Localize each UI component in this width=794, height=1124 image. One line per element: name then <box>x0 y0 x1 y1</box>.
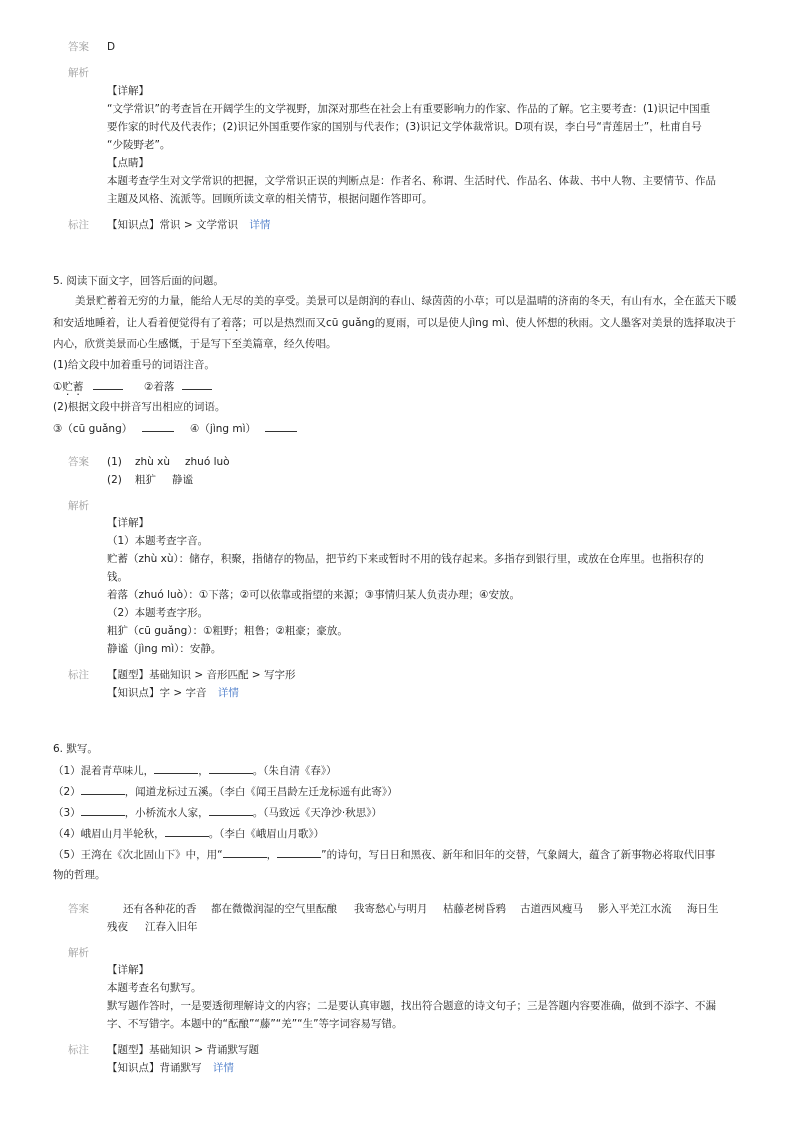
knowledge-tag-text: 【知识点】背诵默写 <box>107 1062 202 1074</box>
fill-line <box>190 421 297 436</box>
answer-blank[interactable] <box>223 847 267 858</box>
sub-question: (1)给文段中加着重号的词语注音。 <box>53 359 215 371</box>
passage-text: 着无穷的力量，能给人无尽的美的享受。美景可以是朗润的春山、绿茵茵的小草；可以是温晴的济南的冬天，有山有水，全在蓝天下暖 <box>117 295 737 307</box>
passage-text: ；可以是热烈而又cū guǎng的夏雨，可以是使人jìng mì、使人怀想的秋雨。文人墨客对美景的选择取决于 <box>242 317 736 329</box>
answer-value: 我寄愁心与明月 <box>354 903 428 915</box>
answer-blank[interactable] <box>209 763 253 774</box>
detail-line: 要作家的时代及代表作；(2)识记外国重要作家的国别与代表作；(3)识记文学体裁常识。D项有误，李白号“青莲居士”，杜甫自号 <box>107 121 702 133</box>
answer-value: 静谧 <box>172 474 193 486</box>
detail-line: 静谧（jìng mì）：安静。 <box>107 643 222 655</box>
detail-line: “少陵野老”。 <box>107 139 171 151</box>
question-title: 6. 默写。 <box>53 743 98 755</box>
emphasis-char: 着 <box>221 317 232 329</box>
answer-value: D <box>107 41 116 53</box>
detail-link[interactable]: 详情 <box>212 1062 234 1074</box>
passage-text: 和安适地睡着，让人看着便觉得有了 <box>53 317 221 329</box>
question-type-tag: 【题型】基础知识 > 背诵默写题 <box>107 1044 259 1056</box>
fill-text: 。（朱自清《春》） <box>252 765 337 777</box>
fill-text: 。（马致远《天净沙·秋思》） <box>252 807 383 819</box>
answer-value: 古道西风瘦马 <box>520 903 583 915</box>
tag-label: 标注 <box>68 669 89 681</box>
tag-label: 标注 <box>68 1044 89 1056</box>
answer-value: 江春入旧年 <box>145 921 198 933</box>
fill-text: （4）峨眉山月半轮秋， <box>53 828 165 840</box>
answer-value: 还有各种花的香 <box>123 903 197 915</box>
question-title: 5. 阅读下面文字，回答后面的问题。 <box>53 275 224 287</box>
comment-line: 本题考查学生对文学常识的把握，文学常识正误的判断点是：作者名、称谓、生活时代、作品名、体裁、书中人物、主要情节、作品 <box>107 175 716 187</box>
answer-value: 海日生 <box>687 903 719 915</box>
answer-label: 答案 <box>68 41 89 53</box>
emphasis-char: 贮 <box>96 295 107 307</box>
detail-line: 粗犷（cū guǎng）：①粗野；粗鲁；②粗豪；豪放。 <box>107 625 348 637</box>
detail-line: （2）本题考查字形。 <box>107 607 209 619</box>
answer-blank[interactable] <box>209 805 253 816</box>
detail-line: 本题考查名句默写。 <box>107 982 202 994</box>
fill-text: （5）王湾在《次北固山下》中，用“ <box>53 849 223 861</box>
detail-title: 【详解】 <box>107 517 149 529</box>
answer-blank[interactable] <box>165 826 209 837</box>
question-type-tag: 【题型】基础知识 > 音形匹配 > 写字形 <box>107 669 296 681</box>
detail-line: 默写题作答时，一是要透彻理解诗文的内容；二是要认真审题，找出符合题意的诗文句子；三是答题内容要准确，做到不添字、不漏 <box>107 1000 716 1012</box>
fill-line <box>144 379 212 394</box>
analysis-label: 解析 <box>68 947 89 959</box>
fill-line <box>53 379 123 394</box>
answer-label: 答案 <box>68 456 89 468</box>
fill-line: 物的哲理。 <box>53 869 106 881</box>
fill-text: （1）混着青草味儿， <box>53 765 155 777</box>
fill-line <box>53 784 398 799</box>
fill-text: ， <box>198 765 209 777</box>
answer-value: 都在微微润湿的空气里酝酿 <box>211 903 337 915</box>
answer-blank[interactable] <box>142 421 174 432</box>
comment-title: 【点睛】 <box>107 157 149 169</box>
answer-value: zhù xù <box>135 456 171 468</box>
fill-text: ，小桥流水人家， <box>124 807 209 819</box>
answer-value: zhuó luò <box>185 456 230 468</box>
analysis-label: 解析 <box>68 67 89 79</box>
detail-line: 贮蓄（zhù xù）：储存，积聚，指储存的物品，把节约下来或暂时不用的钱存起来。多指存到银行里，或放在仓库里。也指积存的 <box>107 553 704 565</box>
fill-text: 。（李白《峨眉山月歌》） <box>208 828 325 840</box>
answer-blank[interactable] <box>154 763 198 774</box>
answer-value: 枯藤老树昏鸦 <box>443 903 506 915</box>
detail-link[interactable]: 详情 <box>217 687 239 699</box>
answer-value: 残夜 <box>107 921 128 933</box>
fill-line <box>53 763 337 778</box>
passage-line: 内心，欣赏美景而心生感慨，于是写下至美篇章，经久传唱。 <box>53 338 337 350</box>
fill-line <box>53 847 715 862</box>
detail-line: 字、不写错字。本题中的“酝酿”“藤”“羌”“生”等字词容易写错。 <box>107 1018 403 1030</box>
answer-label: 答案 <box>68 903 89 915</box>
knowledge-tag <box>107 686 239 700</box>
analysis-label: 解析 <box>68 500 89 512</box>
passage-text: 美景 <box>75 295 96 307</box>
answer-num: (1) <box>107 456 122 468</box>
fill-text: （3） <box>53 807 81 819</box>
detail-title: 【详解】 <box>107 964 149 976</box>
comment-line: 主题及风格、流派等。回顾所读文章的相关情节，根据问题作答即可。 <box>107 193 433 205</box>
fill-text: ”的诗句，写日日和黑夜、新年和旧年的交替，气象阔大，蕴含了新事物必将取代旧事 <box>321 849 716 861</box>
emphasis-char: 落 <box>231 317 242 329</box>
knowledge-tag-text: 【知识点】常识 > 文学常识 <box>107 219 238 231</box>
answer-num: (2) <box>107 474 122 486</box>
answer-blank[interactable] <box>265 421 297 432</box>
item-number: ① <box>53 381 63 393</box>
answer-blank[interactable] <box>81 805 125 816</box>
answer-blank[interactable] <box>81 784 125 795</box>
emphasis-char: 贮 <box>62 381 73 393</box>
fill-text: （2） <box>53 786 81 798</box>
knowledge-tag <box>107 218 270 232</box>
passage-line <box>53 316 736 330</box>
answer-blank[interactable] <box>277 847 321 858</box>
emphasis-char: 蓄 <box>72 381 84 393</box>
detail-line: （1）本题考查字音。 <box>107 535 209 547</box>
fill-text: ④（jìng mì） <box>190 423 257 435</box>
fill-line <box>53 826 324 841</box>
fill-text: ， <box>266 849 278 861</box>
answer-blank[interactable] <box>182 379 212 390</box>
emphasis-char: 蓄 <box>106 295 117 307</box>
answer-value: 影入平羌江水流 <box>598 903 672 915</box>
knowledge-tag <box>107 1061 234 1075</box>
detail-title: 【详解】 <box>107 85 149 97</box>
tag-label: 标注 <box>68 219 89 231</box>
detail-line: 着落（zhuó luò）：①下落；②可以依靠或指望的来源；③事情归某人负责办理；④安放。 <box>107 589 520 601</box>
sub-question: (2)根据文段中拼音写出相应的词语。 <box>53 401 226 413</box>
detail-line: 钱。 <box>107 571 128 583</box>
fill-text: ，闻道龙标过五溪。（李白《闻王昌龄左迁龙标遥有此寄》） <box>124 786 398 798</box>
detail-link[interactable]: 详情 <box>249 219 271 231</box>
fill-line <box>53 421 174 436</box>
fill-text: ②着落 <box>144 381 175 393</box>
passage-line <box>75 294 737 308</box>
fill-line <box>53 805 382 820</box>
answer-value: 粗犷 <box>135 474 156 486</box>
answer-blank[interactable] <box>93 379 123 390</box>
knowledge-tag-text: 【知识点】字 > 字音 <box>107 687 207 699</box>
detail-line: “文学常识”的考查旨在开阔学生的文学视野，加深对那些在社会上有重要影响力的作家、作品的了解。它主要考查：(1)识记中国重 <box>107 103 711 115</box>
fill-text: ③（cū guǎng） <box>53 423 133 435</box>
